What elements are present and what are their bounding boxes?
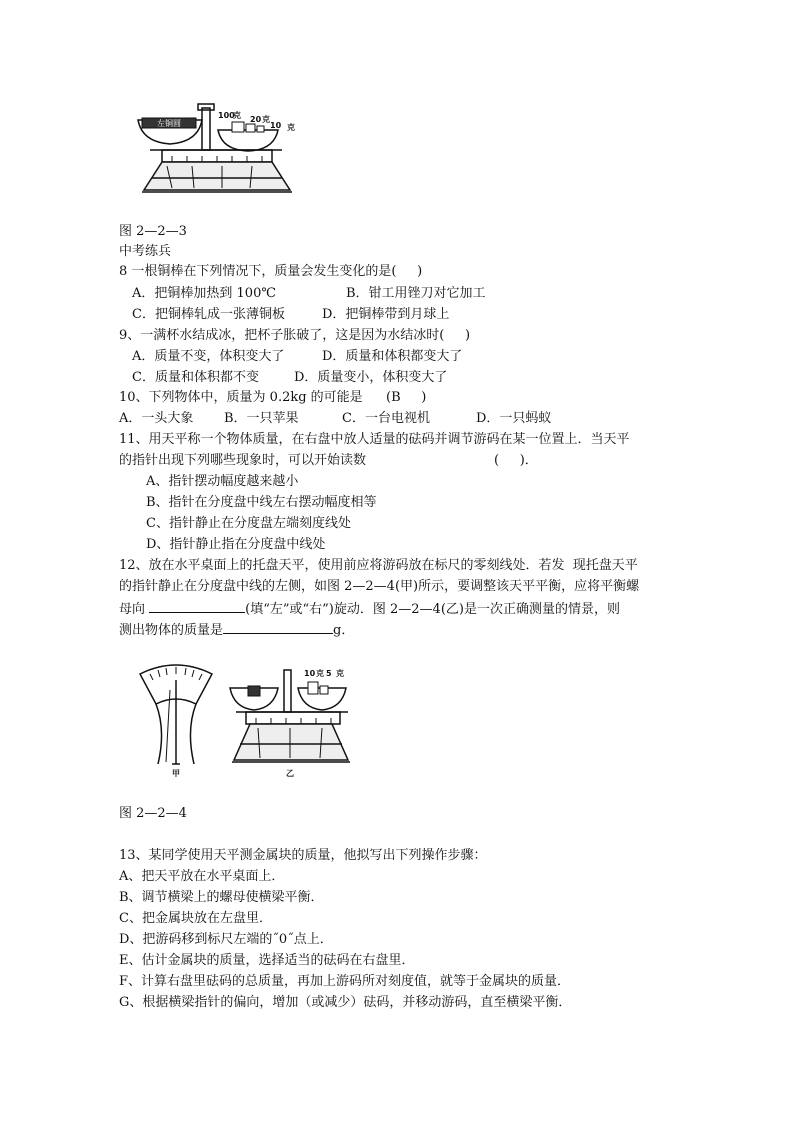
question-12-line-2: 的指针静止在分度盘中线的左侧，如图 2—2—4(甲)所示，要调整该天平平衡，应将平衡螺: [119, 579, 640, 594]
question-9-stem: 9、一满杯水结成冰，把杯子胀破了，这是因为水结冰时( ): [119, 328, 471, 343]
step-item: D、把游码移到标尺左端的˝0˝点上．: [119, 932, 333, 947]
weight-label: 10: [304, 669, 316, 678]
option-a: A．把铜棒加热到 100℃: [132, 286, 276, 301]
question-12-text: 测出物体的质量是: [119, 623, 224, 638]
weight-label: 10: [270, 121, 282, 130]
question-11-line-2: 的指针出现下列哪些现象时，可以开始读数: [119, 453, 367, 468]
option-b: B、指针在分度盘中线左右摆动幅度相等: [146, 495, 377, 510]
question-8-stem: 8 一根铜棒在下列情况下，质量会发生变化的是( ): [119, 264, 423, 279]
scale-dial-figure: [136, 660, 216, 778]
step-item: E、估计金属块的质量，选择适当的砝码在右盘里．: [119, 953, 415, 968]
weight-label: 克: [316, 669, 324, 678]
question-10-answer: (B ): [386, 390, 427, 405]
option-a: A．质量不变，体积变大了: [132, 349, 285, 364]
question-12-text: g．: [333, 623, 355, 638]
option-d: D．一只蚂蚁: [476, 411, 552, 426]
weight-label: 100: [218, 111, 235, 120]
question-12-text: 母向: [119, 602, 150, 617]
option-b: B．一只苹果: [224, 411, 299, 426]
step-item: G、根据横梁指针的偏向，增加（或减少）砝码，并移动游码，直至横梁平衡．: [119, 995, 572, 1010]
option-c: C．一台电视机: [342, 411, 430, 426]
question-10-stem: 10、下列物体中，质量为 0.2kg 的可能是: [119, 390, 363, 405]
option-d: D．把铜棒带到月球上: [322, 307, 450, 322]
answer-blank: [149, 600, 245, 613]
option-b: B．钳工用锉刀对它加工: [346, 286, 486, 301]
question-12-line-1: 12、放在水平桌面上的托盘天平，使用前应将游码放在标尺的零刻线处．若发 现托盘天平: [119, 558, 638, 573]
step-item: B、调节横梁上的螺母使横梁平衡．: [119, 890, 324, 905]
option-c: C、指针静止在分度盘左端刻度线处: [146, 516, 351, 531]
weight-label: 20: [250, 115, 262, 124]
step-item: C、把金属块放在左盘里．: [119, 911, 272, 926]
option-c: C．把铜棒轧成一张薄铜板: [132, 307, 285, 322]
left-pan-label: 左铜圆: [157, 119, 181, 128]
weight-label: 克: [336, 669, 344, 678]
option-b: D．质量和体积都变大了: [322, 349, 463, 364]
weight-label: 克: [262, 115, 270, 124]
balance-figure-2: [226, 664, 356, 780]
figure-caption: 图 2—2—4: [119, 806, 187, 821]
weight-label: 5: [326, 669, 332, 678]
weight-label: 克: [287, 123, 295, 132]
option-d: D、指针静止指在分度盘中线处: [146, 537, 326, 552]
figure-caption: 图 2—2—3: [119, 224, 187, 239]
answer-blank: [223, 621, 333, 634]
figure-label-yi: 乙: [286, 769, 294, 778]
weight-label: 克: [233, 111, 241, 120]
question-12-text: (填“左”或“右”)旋动．图 2—2—4(乙)是一次正确测量的情景，则: [245, 602, 620, 617]
question-11-answer-blank: ( )．: [494, 453, 538, 468]
step-item: A、把天平放在水平桌面上．: [119, 869, 285, 884]
question-12-line-4: [119, 621, 354, 639]
question-12-line-3: [119, 600, 620, 618]
option-a: A、指针摆动幅度越来越小: [146, 474, 299, 489]
option-c: C．质量和体积都不变: [132, 370, 259, 385]
question-11-line-1: 11、用天平称一个物体质量，在右盘中放人适量的砝码并调节游码在某一位置上．当天平: [119, 432, 630, 447]
option-a: A．一头大象: [119, 411, 194, 426]
figure-label-jia: 甲: [172, 769, 180, 778]
section-title: 中考练兵: [119, 244, 172, 259]
step-item: F、计算右盘里砝码的总质量，再加上游码所对刻度值，就等于金属块的质量．: [119, 974, 571, 989]
question-13-stem: 13、某同学使用天平测金属块的质量，他拟写出下列操作步骤：: [119, 848, 487, 863]
option-d: D．质量变小，体积变大了: [294, 370, 448, 385]
balance-figure-1: [132, 100, 307, 200]
